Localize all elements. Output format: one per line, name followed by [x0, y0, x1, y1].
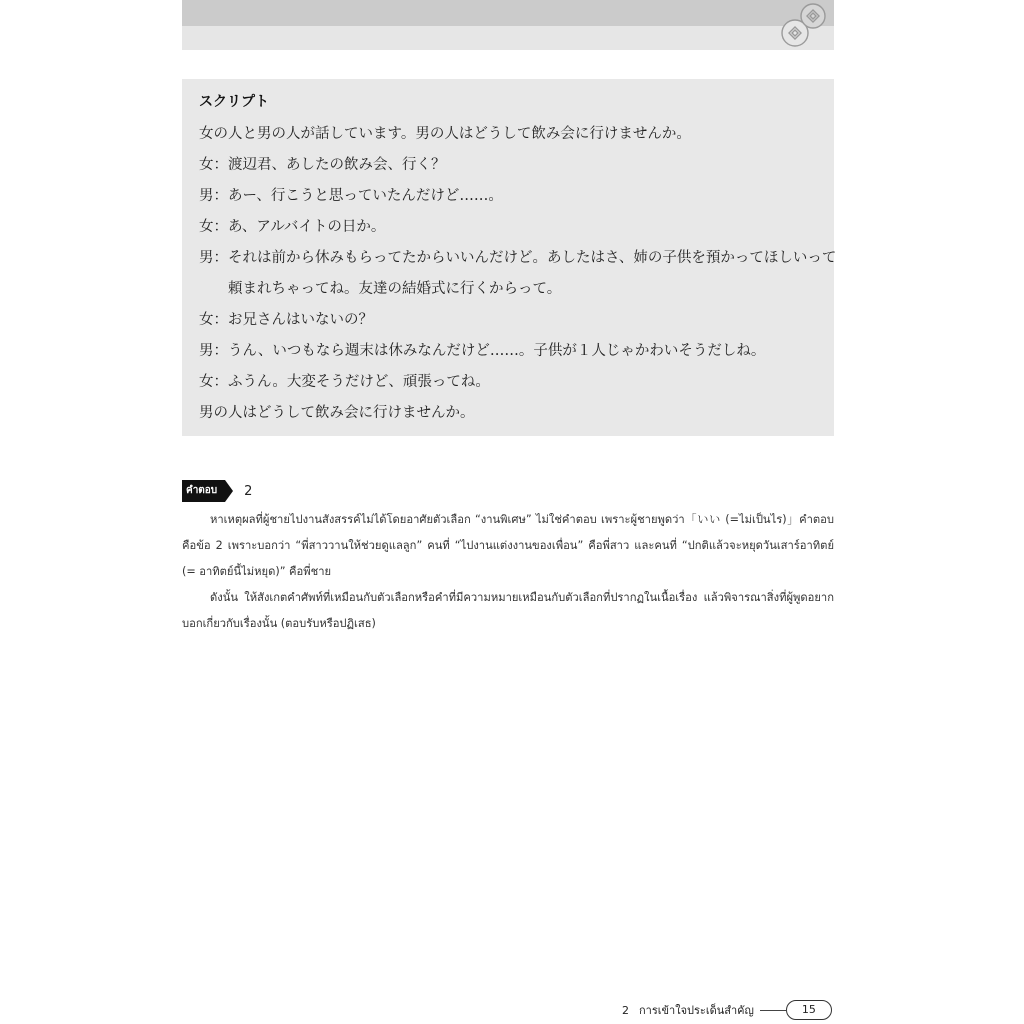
interlaced-knot-icon	[778, 2, 832, 48]
chapter-number: 2	[622, 1003, 629, 1017]
footer-rule	[760, 1010, 786, 1011]
explanation	[182, 507, 834, 637]
page-number: 15	[786, 1000, 832, 1020]
script-line: 女の人と男の人が話しています。男の人はどうして飲み会に行けませんか。	[199, 126, 691, 142]
script-line: 男：うん、いつもなら週末は休みなんだけど……。子供が１人じゃかわいそうだしね。	[199, 343, 766, 359]
script-line: 男：それは前から休みもらってたからいいんだけど。あしたはさ、姉の子供を預かってほしいって	[199, 250, 837, 266]
answer-number: 2	[244, 483, 253, 499]
script-line: 女：あ、アルバイトの日か。	[199, 219, 386, 235]
script-line: 男：あー、行こうと思っていたんだけど……。	[199, 188, 503, 204]
script-line: 女：お兄さんはいないの？	[199, 312, 373, 328]
script-line: 女：ふうん。大変そうだけど、頑張ってね。	[199, 374, 490, 390]
header-band-lower	[182, 26, 834, 50]
answer-heading	[182, 480, 252, 502]
chapter-title: การเข้าใจประเด็นสำคัญ	[639, 1004, 754, 1017]
script-title: スクリプト	[199, 94, 269, 110]
page-footer	[622, 999, 832, 1021]
explanation-paragraph: หาเหตุผลที่ผู้ชายไปงานสังสรรค์ไม่ได้โดยอาศัยตัวเลือก “งานพิเศษ” ไม่ใช่คำตอบ เพราะผู้ชายพูดว่า「いい (=ไม่เป็นไร)」คำตอบคือข้อ 2 เพราะบอกว่า “พี่สาววานให้ช่วยดูแลลูก” คนที่ “ไปงานแต่งงานของเพื่อน” คือพี่สาว และคนที่ “ปกติแล้วจะหยุดวันเสาร์อาทิตย์ (= อาทิตย์นี้ไม่หยุด)” คือพี่ชาย	[182, 513, 834, 578]
script-line: 頼まれちゃってね。友達の結婚式に行くからって。	[228, 281, 562, 297]
answer-badge: คำตอบ	[182, 480, 225, 502]
script-box	[182, 79, 837, 436]
script-line: 女：渡辺君、あしたの飲み会、行く？	[199, 157, 446, 173]
header-band	[182, 0, 834, 26]
script-line: 男の人はどうして飲み会に行けませんか。	[199, 405, 475, 421]
explanation-paragraph: ดังนั้น ให้สังเกตคำศัพท์ที่เหมือนกับตัวเลือกหรือคำที่มีความหมายเหมือนกับตัวเลือกที่ปรากฏในเนื้อเรื่อง แล้วพิจารณาสิ่งที่ผู้พูดอยากบอกเกี่ยวกับเรื่องนั้น (ตอบรับหรือปฏิเสธ)	[182, 591, 834, 630]
